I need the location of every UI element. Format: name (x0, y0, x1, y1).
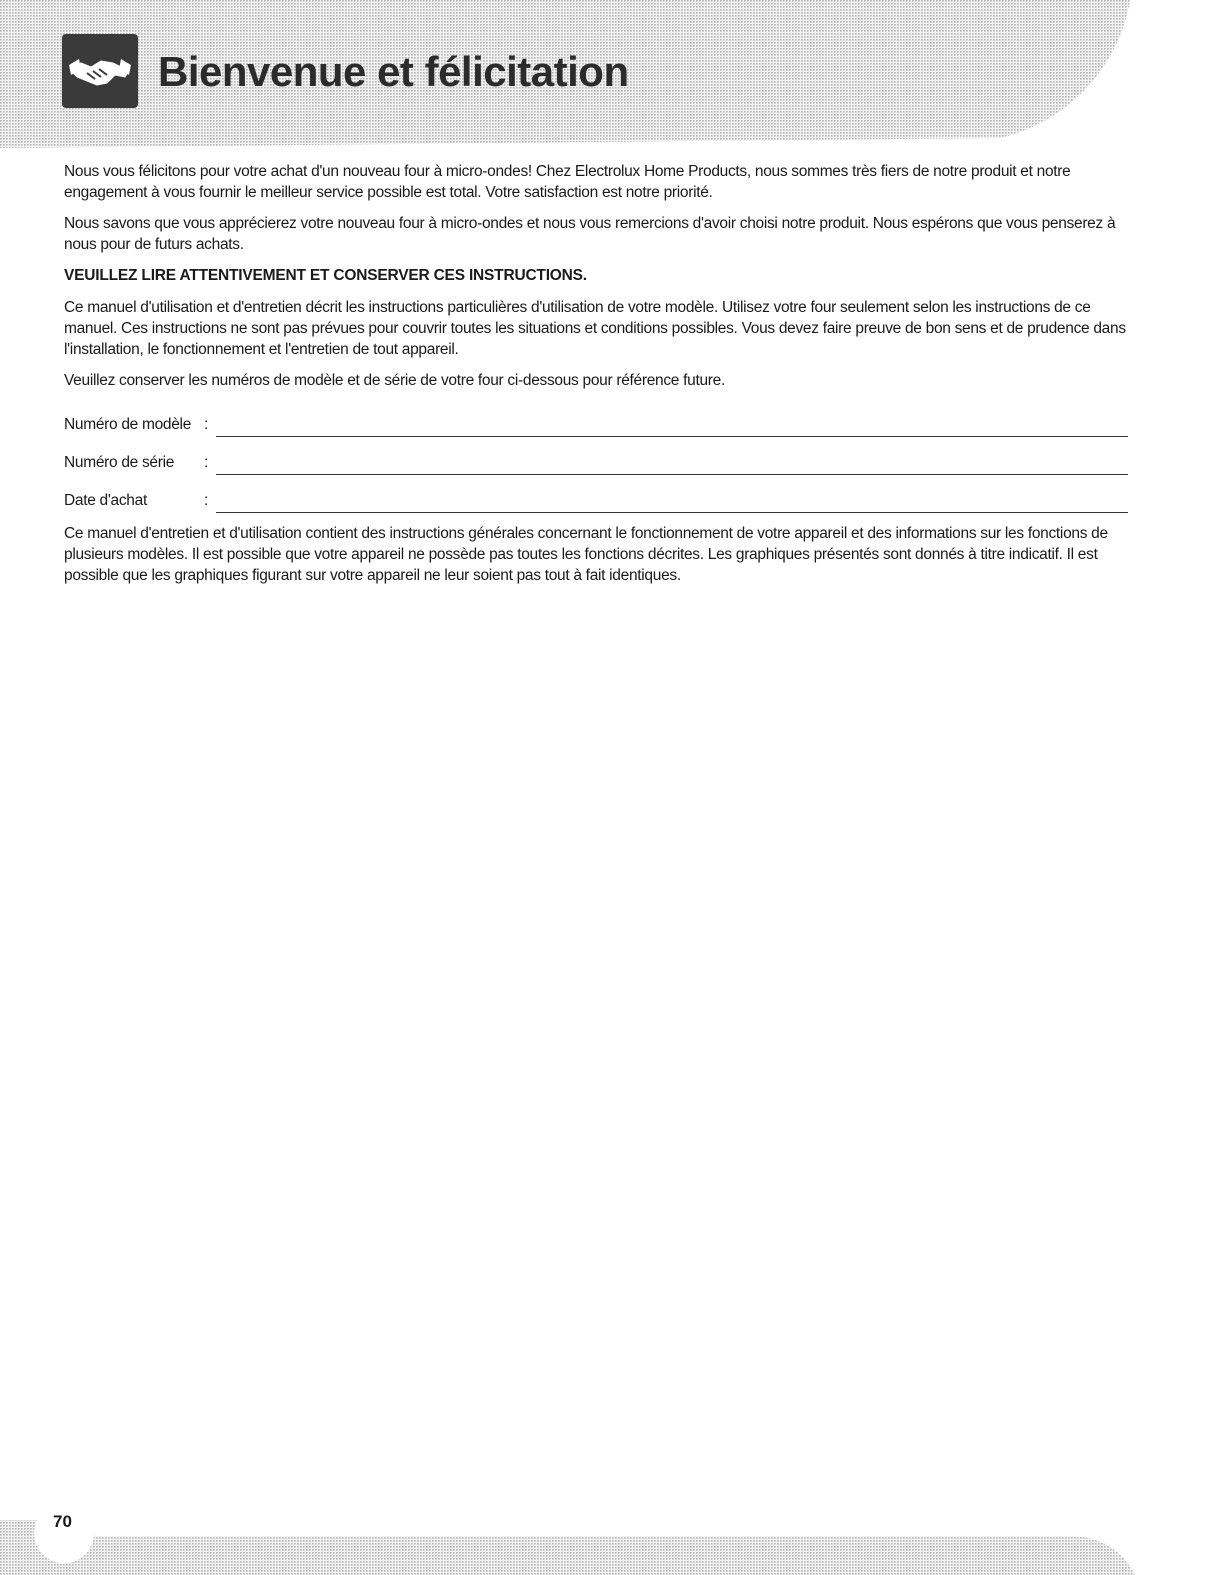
footer-band (0, 1480, 1213, 1575)
form-row-serial (64, 443, 1134, 481)
page-title: Bienvenue et félicitation (158, 48, 629, 95)
form-row-model (64, 405, 1134, 443)
model-number-label: Numéro de modèle (64, 416, 192, 433)
form-row-date (64, 481, 1134, 519)
main-content (64, 161, 1134, 596)
handshake-icon (62, 34, 138, 108)
manual-description-paragraph: Ce manuel d'utilisation et d'entretien décrit les instructions particulières d'utilisation de votre modèle. Utilisez votre four seulement selon les instructions de ce manuel. Ces instructions ne sont pas prévues pour couvrir toutes les situations et conditions possibles. Vous devez faire preuve de bon sens et de prudence dans l'installation, le fonctionnement et l'entretien de tout appareil. (64, 299, 1126, 358)
general-info-paragraph: Ce manuel d'entretien et d'utilisation contient des instructions générales concernant le fonctionnement de votre appareil et des informations sur les fonctions de plusieurs modèles. Il est possible que votre appareil ne possède pas toutes les fonctions décrites. Les graphiques présentés sont donnés à titre indicatif. Il est possible que les graphiques figurant sur votre appareil ne leur soient pas tout à fait identiques. (64, 525, 1108, 584)
page-number: 70 (53, 1512, 72, 1531)
model-number-field[interactable] (216, 406, 1128, 437)
form-colon: : (204, 416, 209, 433)
thanks-paragraph: Nous savons que vous apprécierez votre nouveau four à micro-ondes et nous vous remercions d'avoir choisi notre produit. Nous espérons que vous penserez à nous pour de futurs achats. (64, 215, 1116, 253)
product-info-form (64, 405, 1134, 519)
keep-numbers-paragraph: Veuillez conserver les numéros de modèle et de série de votre four ci-dessous pour référence future. (64, 372, 725, 389)
intro-paragraph: Nous vous félicitons pour votre achat d'un nouveau four à micro-ondes! Chez Electrolux Home Products, nous sommes très fiers de notre produit et notre engagement à vous fournir le meilleur service possible est total. Votre satisfaction est notre priorité. (64, 163, 1071, 201)
serial-number-field[interactable] (216, 444, 1128, 475)
form-colon: : (204, 492, 209, 509)
form-colon: : (204, 454, 209, 471)
section-heading: VEUILLEZ LIRE ATTENTIVEMENT ET CONSERVER CES INSTRUCTIONS. (64, 267, 587, 284)
purchase-date-label: Date d'achat (64, 492, 147, 509)
purchase-date-field[interactable] (216, 482, 1128, 513)
serial-number-label: Numéro de série (64, 454, 175, 471)
